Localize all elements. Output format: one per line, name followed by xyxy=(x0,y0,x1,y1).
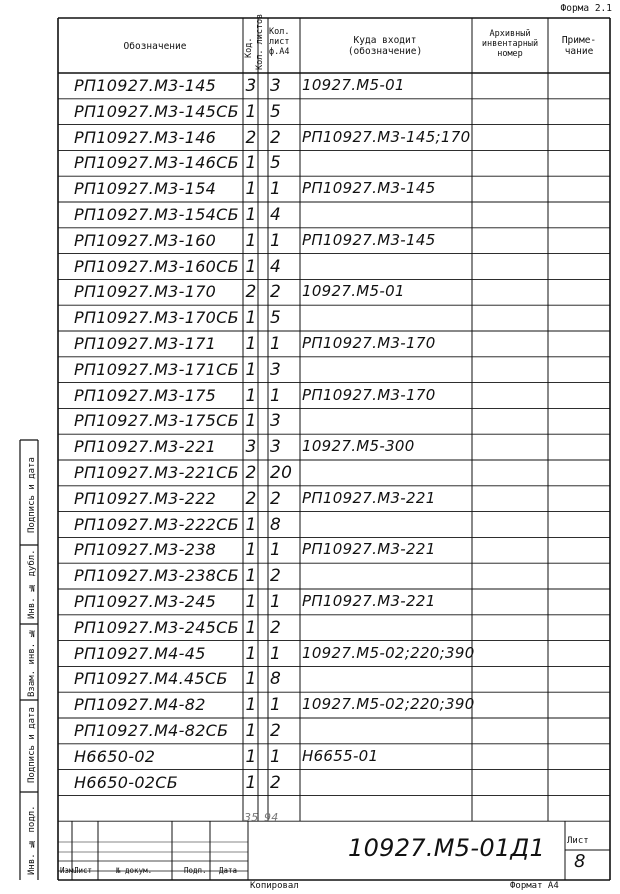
row-sheets: 2 xyxy=(270,282,282,303)
row-where-used: 10927.М5-01 xyxy=(302,282,405,301)
row-designation: РП10927.М3-171 xyxy=(74,334,217,353)
tb-izm: Изм. xyxy=(60,866,79,875)
header-note-2: чание xyxy=(564,45,594,57)
row-designation: РП10927.М3-146 xyxy=(74,127,217,147)
tb-dokum: № докум. xyxy=(116,866,153,875)
row-designation: РП10927.М3-245 xyxy=(74,592,217,611)
row-where-used: РП10927.М3-170 xyxy=(302,385,436,404)
row-designation: РП10927.М3-238 xyxy=(74,540,217,560)
row-sheets: 4 xyxy=(270,256,282,277)
header-archive-3: номер xyxy=(497,48,523,59)
row-where-used: РП10927.М3-145 xyxy=(302,230,436,249)
row-designation: РП10927.М3-222СБ xyxy=(74,514,239,534)
row-code: 1 xyxy=(245,566,257,587)
footer-copied: Копировал xyxy=(250,881,299,891)
row-designation: РП10927.М4-82СБ xyxy=(74,721,229,740)
header-code: Код. xyxy=(244,37,254,59)
row-sheets: 2 xyxy=(270,127,282,148)
row-where-used: РП10927.М3-145;170 xyxy=(302,127,471,146)
row-code: 2 xyxy=(245,463,257,483)
row-designation: РП10927.М3-171СБ xyxy=(74,359,239,379)
document-code: 10927.М5-01Д1 xyxy=(348,834,546,862)
row-sheets: 2 xyxy=(270,772,282,793)
row-code: 1 xyxy=(245,385,257,406)
header-note-1: Приме- xyxy=(561,35,597,46)
row-sheets: 3 xyxy=(270,76,282,96)
row-code: 1 xyxy=(245,643,257,664)
row-designation: Н6650-02СБ xyxy=(74,772,179,792)
row-designation: РП10927.М3-245СБ xyxy=(74,617,239,637)
side-label-podpis-data-1: Подпись и дата xyxy=(27,707,37,783)
row-sheets: 20 xyxy=(270,463,293,483)
row-sheets: 1 xyxy=(270,230,282,251)
header-where-used-sub: (обозначение) xyxy=(347,45,423,57)
row-where-used: 10927.М5-01 xyxy=(302,76,405,94)
row-code: 1 xyxy=(245,179,257,200)
row-designation: РП10927.М3-160 xyxy=(74,230,217,250)
row-designation: РП10927.М3-170СБ xyxy=(74,308,239,328)
row-code: 1 xyxy=(245,411,257,432)
row-sheets: 5 xyxy=(270,153,282,174)
row-where-used: РП10927.М3-145 xyxy=(302,179,436,198)
row-code: 1 xyxy=(245,256,257,277)
row-designation: РП10927.М4-82 xyxy=(74,695,206,715)
row-where-used: 10927.М5-02;220;390 xyxy=(302,643,475,662)
row-sheets: 8 xyxy=(270,514,282,535)
side-label-vzam-inv: Взам. инв. № xyxy=(27,627,37,697)
row-sheets: 2 xyxy=(270,617,282,638)
row-designation: РП10927.М3-146СБ xyxy=(74,153,239,173)
row-designation: РП10927.М3-145 xyxy=(74,76,217,95)
header-archive xyxy=(472,30,548,59)
row-code: 1 xyxy=(245,592,257,612)
row-code: 1 xyxy=(245,334,257,354)
row-sheets: 2 xyxy=(270,488,282,509)
row-sheets: 8 xyxy=(270,669,282,690)
header-archive-1: Архивный xyxy=(489,29,531,39)
row-code: 1 xyxy=(245,153,257,174)
row-where-used: РП10927.М3-170 xyxy=(302,334,436,352)
row-sheets: 2 xyxy=(270,566,282,587)
row-sheets: 1 xyxy=(270,385,282,406)
row-sheets: 1 xyxy=(270,179,282,200)
header-where-used xyxy=(300,36,470,58)
row-sheets: 1 xyxy=(270,695,282,716)
row-where-used: РП10927.М3-221 xyxy=(302,488,436,507)
row-designation: РП10927.М3-145СБ xyxy=(74,101,239,121)
row-where-used: 10927.М5-02;220;390 xyxy=(302,695,475,714)
row-code: 1 xyxy=(245,540,257,561)
tb-data: Дата xyxy=(219,866,238,875)
row-code: 1 xyxy=(245,230,257,251)
side-label-inv-dubl: Инв. № дубл. xyxy=(27,549,37,619)
row-sheets: 1 xyxy=(270,540,282,561)
row-code: 1 xyxy=(245,617,257,638)
row-sheets: 3 xyxy=(270,437,282,458)
row-designation: РП10927.М3-170 xyxy=(74,282,217,302)
row-designation: РП10927.М3-154 xyxy=(74,179,217,199)
row-sheets: 1 xyxy=(270,746,282,767)
row-code: 2 xyxy=(245,488,257,509)
row-code: 2 xyxy=(245,282,257,303)
total-code: 35 xyxy=(244,811,259,824)
row-code: 2 xyxy=(245,127,257,148)
row-sheets: 2 xyxy=(270,721,282,741)
row-sheets: 5 xyxy=(270,101,282,122)
header-archive-2: инвентарный xyxy=(481,38,539,49)
row-designation: РП10927.М3-221СБ xyxy=(74,463,239,482)
row-where-used: РП10927.М3-221 xyxy=(302,592,436,610)
row-designation: РП10927.М4.45СБ xyxy=(74,669,228,689)
row-code: 1 xyxy=(245,772,257,793)
row-sheets: 5 xyxy=(270,308,282,329)
row-code: 1 xyxy=(245,669,257,690)
row-sheets: 3 xyxy=(270,411,282,432)
row-code: 1 xyxy=(245,721,257,741)
row-designation: РП10927.М3-221 xyxy=(74,437,217,457)
header-sheets: Кол. листов xyxy=(255,13,265,70)
header-where-used-title: Куда входит xyxy=(353,35,417,46)
row-code: 1 xyxy=(245,746,257,767)
tb-podp: Подп. xyxy=(184,866,207,875)
header-note xyxy=(550,36,608,58)
side-label-inv-podl: Инв. № подл. xyxy=(27,805,37,875)
side-label-podpis-data-2: Подпись и дата xyxy=(27,457,37,533)
row-sheets: 3 xyxy=(270,359,282,380)
row-code: 1 xyxy=(245,514,257,535)
row-designation: РП10927.М3-238СБ xyxy=(74,566,239,586)
row-where-used: РП10927.М3-221 xyxy=(302,540,436,559)
row-sheets: 1 xyxy=(270,334,282,354)
sheet-number: 8 xyxy=(574,851,586,872)
row-code: 1 xyxy=(245,359,257,380)
row-designation: РП10927.М3-160СБ xyxy=(74,256,239,276)
form-label: Форма 2.1 xyxy=(560,3,612,14)
header-designation: Обозначение xyxy=(123,41,187,52)
row-code: 1 xyxy=(245,308,257,329)
row-sheets: 1 xyxy=(270,643,282,664)
row-code: 1 xyxy=(245,695,257,716)
row-where-used: 10927.М5-300 xyxy=(302,437,415,456)
tb-list: Лист xyxy=(74,866,93,875)
row-where-used: Н6655-01 xyxy=(302,746,379,765)
row-designation: РП10927.М3-175 xyxy=(74,385,217,405)
row-designation: РП10927.М3-154СБ xyxy=(74,205,239,224)
tb-sheet-label: Лист xyxy=(567,836,589,846)
row-sheets: 1 xyxy=(270,592,282,612)
row-code: 3 xyxy=(245,437,257,458)
row-code: 1 xyxy=(245,101,257,122)
row-designation: РП10927.М4-45 xyxy=(74,643,206,663)
row-designation: Н6650-02 xyxy=(74,746,156,766)
header-sheets-a4: Кол. лист ф.А4 xyxy=(269,27,290,57)
row-code: 1 xyxy=(245,205,257,225)
row-designation: РП10927.М3-175СБ xyxy=(74,411,239,431)
row-code: 3 xyxy=(245,76,257,96)
total-sheets: 94 xyxy=(264,811,279,824)
footer-format: Формат А4 xyxy=(510,881,559,891)
row-sheets: 4 xyxy=(270,205,282,225)
row-designation: РП10927.М3-222 xyxy=(74,488,217,508)
